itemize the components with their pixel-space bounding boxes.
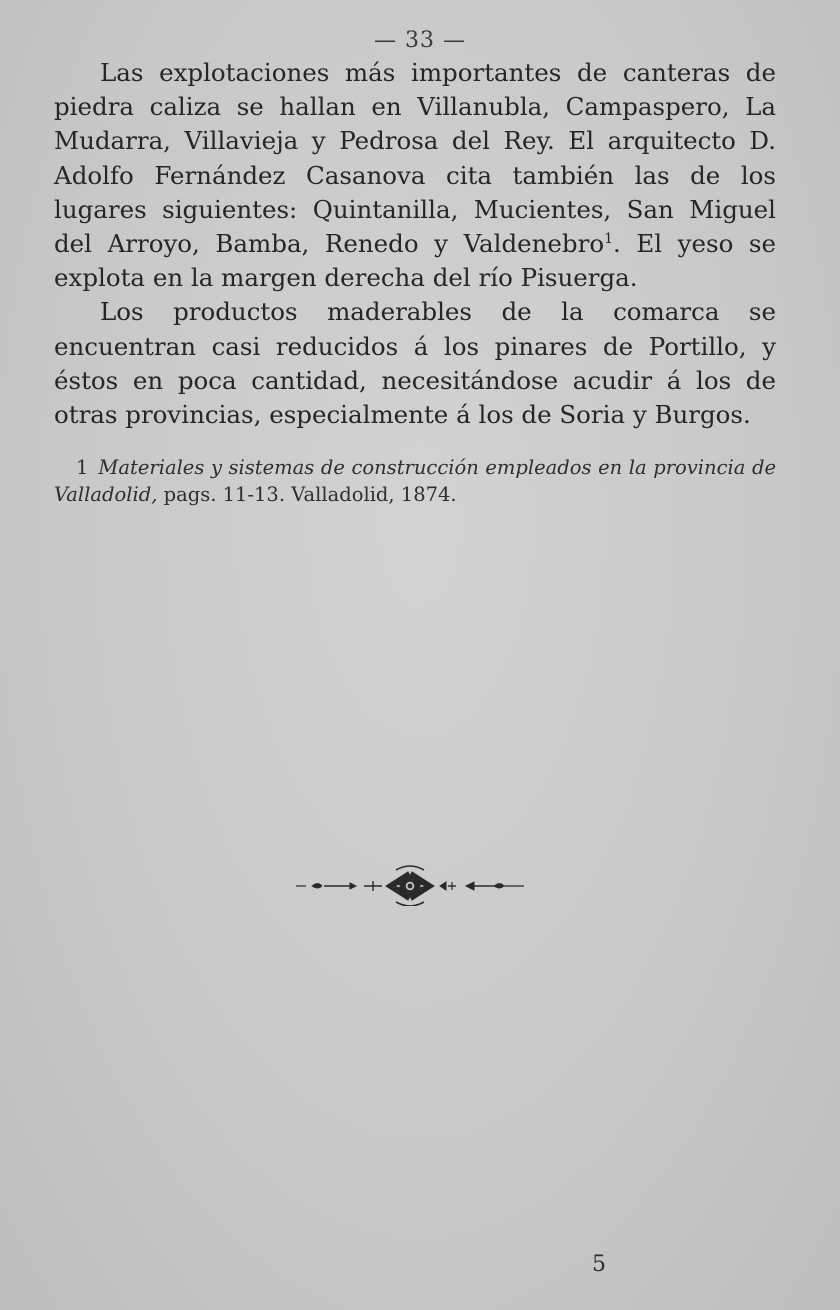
paragraph-1	[54, 56, 776, 295]
footnote-number: 1	[76, 456, 89, 479]
signature-mark: 5	[592, 1252, 606, 1277]
body-text	[54, 56, 776, 432]
paragraph-1-text-end: . El yeso se explota en la margen derecha del río Pisuerga.	[54, 229, 777, 293]
footnote-text	[54, 454, 776, 508]
page-header: — 33 —	[374, 28, 466, 53]
footnote	[54, 454, 776, 508]
footnote-reference: 1	[604, 230, 614, 247]
footnote-title: Materiales y sistemas de construcción empleados en la provincia de Valladolid,	[54, 456, 776, 506]
footnote-citation: pags. 11-13. Valladolid, 1874.	[157, 483, 457, 506]
paragraph-1-text: Las explotaciones más importantes de canteras de piedra caliza se hallan en Villanubla, Campaspero, La Mudarra, Villavieja y Pedrosa del Rey. El arquitecto D. Adolfo Fernández Casanova cita también las de los lugares siguientes: Quintanilla, Mucientes, San Miguel del Arroyo, Bamba, Renedo y Valdenebro	[54, 58, 776, 259]
paragraph-2: Los productos maderables de la comarca se encuentran casi reducidos á los pinares de Portillo, y éstos en poca cantidad, necesitándose acudir á los de otras provincias, especialmente á los de Soria y Burgos.	[54, 297, 776, 430]
decorative-fleuron-icon	[290, 862, 530, 906]
